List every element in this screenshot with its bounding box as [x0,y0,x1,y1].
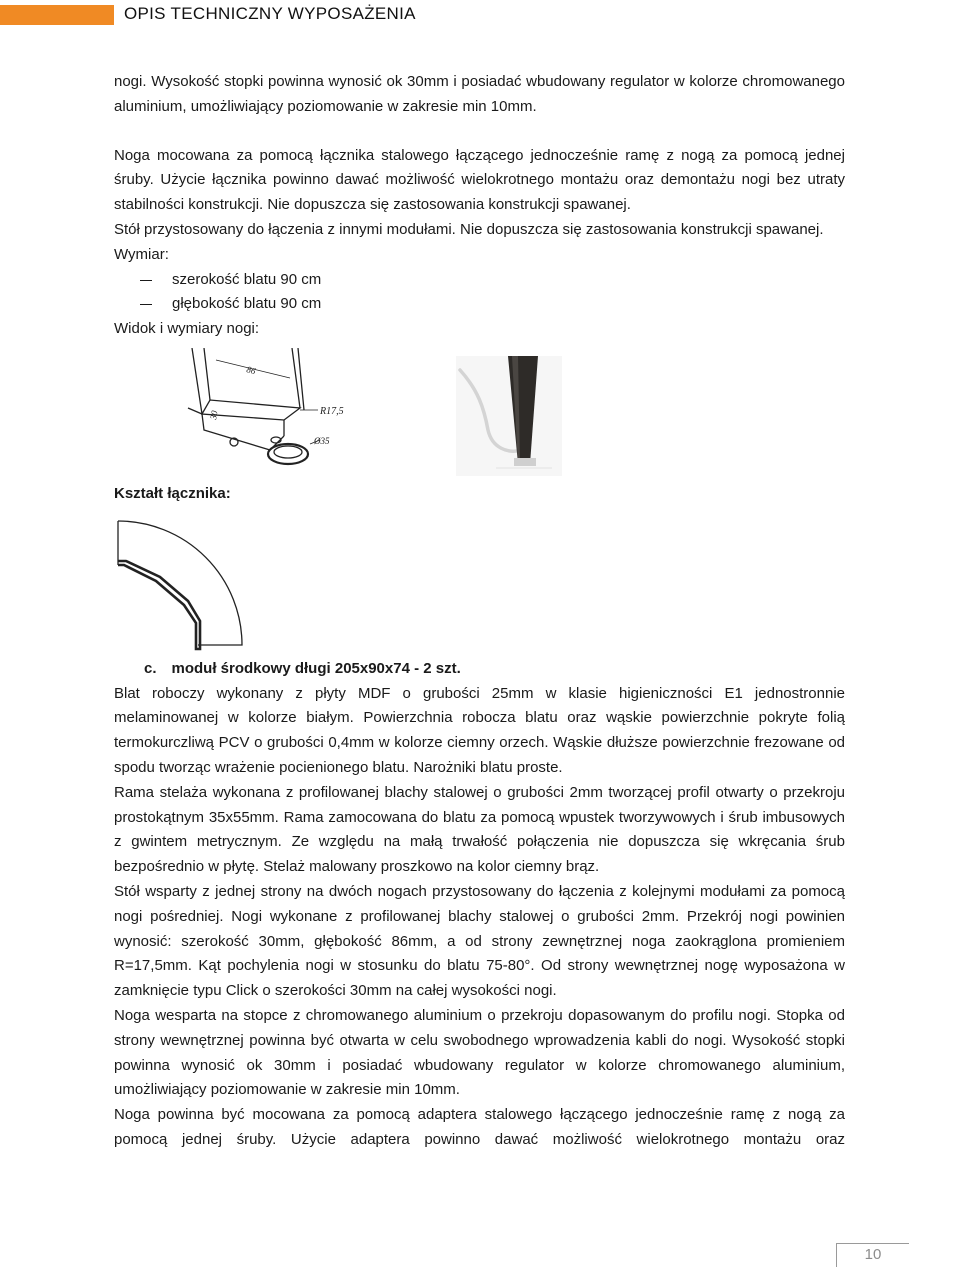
page-number: 10 [864,1246,882,1263]
leg-view-label: Widok i wymiary nogi: [114,320,260,338]
dimension-depth: głębokość blatu 90 cm [114,292,845,317]
leg-figures [114,342,845,482]
connector-shape-label: Kształt łącznika: [114,484,231,502]
paragraph-legs: Stół wsparty z jednej strony na dwóch nogach przystosowany do łączenia z kolejnymi modułami za pomocą nogi pośredniej. Nogi wykonane z profilowanej blachy stalowej o grubości 2mm. Przekrój nogi powinien wynosić: szerokość 30mm, głębokość 86mm, a od strony zewnętrznej noga zaokrąglona promieniem R=17,5mm. Kąt pochylenia nogi w stosunku do blatu 75-80°. Od strony wewnętrznej nogę wyposażona w zamknięcie typu Click o szerokości 30mm na całej wysokości nogi. [114,882,845,1000]
connector-shape-drawing [116,519,246,651]
dimensions-label: Wymiar: [114,245,169,263]
paragraph-foot: Noga wesparta na stopce z chromowanego aluminium o przekroju dopasowanym do profilu nogi. Stopka od strony wewnętrznej powinna być otwarta w celu swobodnego wprowadzenia kabli do nogi. Wysokość stopki powinna wynosić ok 30mm i posiadać wbudowany regulator w kolorze chromowanego aluminium, umożliwiający poziomowanie w zakresie min 10mm. [114,1006,845,1099]
leg-technical-drawing [180,348,360,468]
paragraph-leg-mounting: Noga mocowana za pomocą łącznika stalowego łączącego jednocześnie ramę z nogą za pomocą jednej śruby. Użycie łącznika powinno dawać możliwość wielokrotnego montażu oraz demontażu nogi bez utraty stabilności konstrukcji. Nie dopuszcza się zastosowania konstrukcji spawanej. [114,146,845,214]
paragraph-worktop: Blat roboczy wykonany z płyty MDF o grubości 25mm w klasie higieniczności E1 jednostronnie melaminowanej w kolorze białym. Powierzchnia robocza blatu oraz wąskie powierzchnie pokryte folią termokurczliwą PCV o grubości 0,4mm w kolorze ciemny orzech. Wąskie dłuższe powierzchnie frezowane od spodu tworząc wrażenie pocienionego blatu. Narożniki blatu proste. [114,684,845,776]
document-body [114,70,845,1153]
dimension-width: szerokość blatu 90 cm [114,268,845,293]
drawing-label-height: 30 [208,409,220,421]
drawing-label-diameter: Ø35 [314,435,330,446]
page-number-box [836,1243,909,1267]
paragraph-adapter: Noga powinna być mocowana za pomocą adaptera stalowego łączącego jednocześnie ramę z nogą za pomocą jednej śruby. Użycie adaptera powinno dawać możliwość wielokrotnego montażu oraz [114,1106,845,1148]
leg-photo [456,356,562,476]
section-c-heading: c. moduł środkowy długi 205x90x74 - 2 szt. [144,659,461,677]
drawing-label-width: 86 [245,364,257,377]
drawing-label-radius: R17,5 [320,405,344,417]
paragraph-frame: Rama stelaża wykonana z profilowanej blachy stalowej o grubości 2mm tworzącej profil otwarty o przekroju prostokątnym 35x55mm. Rama zamocowana do blatu za pomocą wpustek tworzywowych i śrub imbusowych z gwintem metrycznym. Ze względu na małą trwałość połączenia nie dopuszcza się wkręcania śrub bezpośrednio w płytę. Stelaż malowany proszkowo na kolor ciemny brąz. [114,783,845,876]
dimensions-list [114,268,845,318]
paragraph-modules: Stół przystosowany do łączenia z innymi modułami. Nie dopuszcza się zastosowania konstrukcji spawanej. [114,220,824,238]
header-accent-bar [0,5,114,25]
paragraph-leg-foot: nogi. Wysokość stopki powinna wynosić ok 30mm i posiadać wbudowany regulator w kolorze chromowanego aluminium, umożliwiający poziomowanie w zakresie min 10mm. [114,73,845,115]
header-title: OPIS TECHNICZNY WYPOSAŻENIA [124,4,416,23]
